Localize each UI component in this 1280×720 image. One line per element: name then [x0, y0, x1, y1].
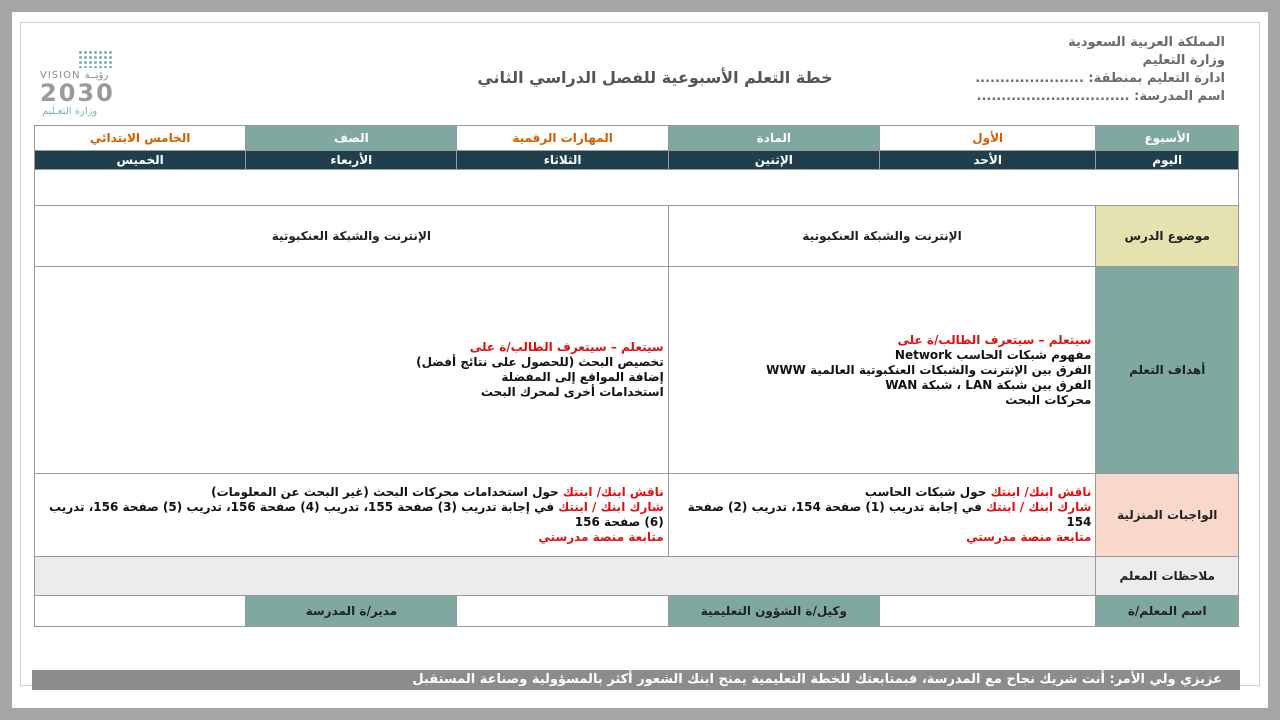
- principal-label: مدير/ة المدرسة: [246, 596, 457, 627]
- homework-row: [35, 474, 1239, 557]
- objectives-label: أهداف التعلم: [1096, 267, 1239, 474]
- notes-field[interactable]: [35, 557, 1096, 596]
- objectives-right-line: الفرق بين شبكة LAN ، شبكة WAN: [885, 377, 1092, 392]
- day-sunday: الأحد: [879, 151, 1096, 170]
- homework-right-follow: متابعة منصة مدرستي: [966, 530, 1092, 544]
- objectives-right: [668, 267, 1096, 474]
- teacher-name-label: اسم المعلم/ة: [1096, 596, 1239, 627]
- week-label: الأسبوع: [1096, 126, 1239, 151]
- kingdom-text: المملكة العربية السعودية: [1068, 35, 1225, 50]
- vision-2030-logo: [40, 48, 180, 116]
- header-info: [975, 34, 1225, 106]
- objectives-right-line: الفرق بين الإنترنت والشبكات العنكبوتية العالمية WWW: [766, 362, 1092, 377]
- teacher-name-field[interactable]: [879, 596, 1096, 627]
- subject-label: المادة: [668, 126, 879, 151]
- week-row: [35, 126, 1239, 151]
- objectives-left-heading: سيتعلم – سيتعرف الطالب/ة على: [469, 340, 664, 354]
- day-wednesday: الأربعاء: [246, 151, 457, 170]
- subject-value: المهارات الرقمية: [457, 126, 668, 151]
- region-text: ادارة التعليم بمنطقة: ......................: [975, 71, 1225, 86]
- day-thursday: الخميس: [35, 151, 246, 170]
- homework-right: [668, 474, 1096, 557]
- homework-right-share-label: شارك ابنك / ابنتك: [986, 500, 1092, 514]
- topic-left: الإنترنت والشبكة العنكبوتية: [35, 206, 669, 267]
- ministry-text: وزارة التعليم: [1142, 53, 1225, 68]
- homework-left-share-label: شارك ابنك / ابنتك: [558, 500, 664, 514]
- principal-field[interactable]: [35, 596, 246, 627]
- topic-row: [35, 206, 1239, 267]
- logo-vision-text: VISION رؤيــة: [40, 70, 109, 81]
- objectives-right-line: مفهوم شبكات الحاسب Network: [894, 347, 1092, 362]
- week-value: الأول: [879, 126, 1096, 151]
- day-tuesday: الثلاثاء: [457, 151, 668, 170]
- homework-left-follow: متابعة منصة مدرستي: [538, 530, 664, 544]
- class-value: الخامس الابتدائي: [35, 126, 246, 151]
- topic-label: موضوع الدرس: [1096, 206, 1239, 267]
- day-monday: الإثنين: [668, 151, 879, 170]
- objectives-left: [35, 267, 669, 474]
- deputy-label: وكيل/ة الشؤون التعليمية: [668, 596, 879, 627]
- objectives-left-line: استخدامات أخرى لمحرك البحث: [480, 385, 664, 399]
- day-label: اليوم: [1096, 151, 1239, 170]
- objectives-left-line: إضافة المواقع إلى المفضلة: [501, 370, 664, 384]
- objectives-right-line: محركات البحث: [1005, 392, 1092, 407]
- homework-label: الواجبات المنزلية: [1096, 474, 1239, 557]
- logo-ministry-text: وزارة التعـليم: [42, 106, 98, 117]
- homework-left: [35, 474, 669, 557]
- notes-row: [35, 557, 1239, 596]
- weekly-plan-table: [34, 125, 1239, 627]
- topic-right: الإنترنت والشبكة العنكبوتية: [668, 206, 1096, 267]
- days-row: [35, 151, 1239, 170]
- homework-left-share: في إجابة تدريب (3) صفحة 155، تدريب (4) صفحة 156، تدريب (5) صفحة 156، تدريب (6) صفحة 156: [49, 500, 664, 529]
- footer-banner: عزيزي ولي الأمر: أنت شريك نجاح مع المدرسة، فبمتابعتك للخطة التعليمية يمنح ابنك الشعور أكثر بالمسؤولية وصناعة المستقبل: [32, 670, 1240, 690]
- objectives-right-heading: سيتعلم – سيتعرف الطالب/ة على: [897, 332, 1092, 347]
- objectives-row: [35, 267, 1239, 474]
- class-label: الصف: [246, 126, 457, 151]
- logo-dots-icon: [78, 50, 114, 68]
- notes-label: ملاحظات المعلم: [1096, 557, 1239, 596]
- signatures-row: [35, 596, 1239, 627]
- school-text: اسم المدرسة: ...............................: [976, 89, 1225, 104]
- deputy-field[interactable]: [457, 596, 668, 627]
- homework-right-discuss: حول شبكات الحاسب: [864, 485, 987, 499]
- homework-right-discuss-label: ناقش ابنك/ ابنتك: [990, 485, 1092, 499]
- homework-left-discuss-label: ناقش ابنك/ ابنتك: [562, 485, 664, 499]
- spacer-row: [35, 170, 1239, 206]
- objectives-left-line: تخصيص البحث (للحصول على نتائج أفضل): [416, 355, 664, 369]
- page-title: خطة التعلم الأسبوعية للفصل الدراسي الثاني: [477, 68, 833, 87]
- logo-year-text: 2030: [40, 79, 115, 107]
- homework-right-share: في إجابة تدريب (1) صفحة 154، تدريب (2) صفحة 154: [687, 500, 1092, 529]
- homework-left-discuss: حول استخدامات محركات البحث (غير البحث عن المعلومات): [211, 485, 559, 499]
